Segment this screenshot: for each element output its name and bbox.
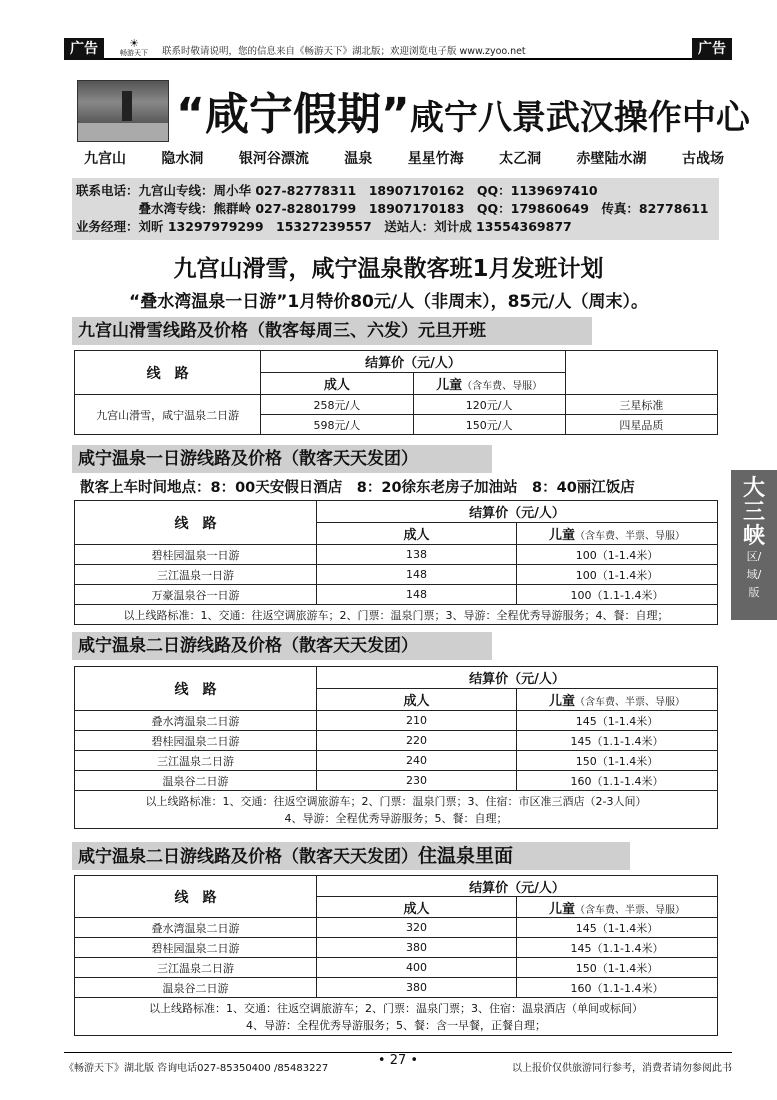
child-price: 150（1-1.4米） [517,958,718,978]
child-label: 儿童 [436,378,463,393]
adult-price: 210 [317,711,517,731]
table-row [75,731,718,751]
route-cell: 三江温泉二日游 [75,751,317,771]
adult-price: 598元/人 [261,415,413,435]
child-price: 160（1.1-1.4米） [517,771,718,791]
col-adult-header: 成人 [317,897,517,918]
table-row [75,918,718,938]
col-child-header [517,523,718,545]
col-price-header: 结算价（元/人） [317,876,718,897]
route-standards-note: 以上线路标准：1、交通：往返空调旅游车；2、门票：温泉门票；3、导游：全程优秀导游服务；4、餐：自理； [75,605,718,625]
child-price: 150（1-1.4米） [517,751,718,771]
side-tab-subtitle: 区/ 域/ 版 [746,550,762,599]
adult-price: 220 [317,731,517,751]
table-row [75,771,718,791]
banner-quote-title: “咸宁假期” [176,89,410,140]
hotel-level: 三星标准 [565,395,717,415]
note-line: 4、导游：全程优秀导游服务；5、餐：含一早餐，正餐自理； [246,1018,546,1032]
table-row [75,395,718,415]
child-note: （含车费、半票、导服） [575,904,685,916]
route-cell: 温泉谷二日游 [75,771,317,791]
spot-item: 古战场 [681,151,724,167]
contact-line: 业务经理：刘昕 13297979299 15327239557 送站人：刘计成 13554369877 [76,219,572,234]
child-label: 儿童 [548,528,575,543]
route-cell: 叠水湾温泉二日游 [75,918,317,938]
ad-tag-right: 广告 [692,38,732,60]
child-price: 145（1.1-1.4米） [517,938,718,958]
sun-icon: ☀ [129,37,139,50]
route-cell: 九宫山滑雪，咸宁温泉二日游 [75,395,261,435]
region-side-tab [731,470,777,620]
col-adult-header: 成人 [317,523,517,545]
section-header-two-day: 咸宁温泉二日游线路及价格（散客天天发团） [72,632,492,660]
section-highlight: 住温泉里面 [418,845,514,867]
adult-price: 320 [317,918,517,938]
adult-price: 380 [317,978,517,998]
contact-line: 叠水湾专线：熊群岭 027-82801799 18907170183 QQ：179860649 传真：82778611 [76,201,709,216]
note-line: 以上线路标准：1、交通：往返空调旅游车；2、门票：温泉门票；3、住宿：温泉酒店（单间或标间） [149,1001,643,1015]
table-row [75,978,718,998]
contact-box [72,178,719,240]
adult-price: 240 [317,751,517,771]
child-price: 145（1-1.4米） [517,711,718,731]
spot-item: 太乙洞 [499,151,542,167]
footer-left: 《畅游天下》湖北版 咨询电话027-85350400 /85483227 [64,1063,329,1074]
child-price: 100（1-1.4米） [517,565,718,585]
table-row [75,958,718,978]
route-cell: 三江温泉二日游 [75,958,317,978]
col-route-header: 线 路 [75,667,317,711]
route-cell: 万豪温泉谷一日游 [75,585,317,605]
section-header-ski: 九宫山滑雪线路及价格（散客每周三、六发）元旦开班 [72,317,592,345]
section-header-one-day: 咸宁温泉一日游线路及价格（散客天天发团） [72,445,492,473]
child-price: 150元/人 [413,415,565,435]
headline-sub: “叠水湾温泉一日游”1月特价80元/人（非周末），85元/人（周末）。 [129,292,648,312]
contact-line: 联系电话：九宫山专线：周小华 027-82778311 18907170162 QQ：1139697410 [76,183,598,198]
child-label: 儿童 [548,694,575,709]
child-price: 145（1-1.4米） [517,918,718,938]
col-price-header: 结算价（元/人） [261,351,565,373]
route-cell: 三江温泉一日游 [75,565,317,585]
table-row [75,585,718,605]
one-day-price-table [74,500,718,625]
two-day-price-table [74,666,718,829]
route-cell: 温泉谷二日游 [75,978,317,998]
col-route-header: 线 路 [75,501,317,545]
table-row [75,565,718,585]
ad-tag-left: 广告 [64,38,104,60]
footer-right: 以上报价仅供旅游同行参考，消费者请勿参阅此书 [512,1063,732,1074]
page-footer [64,1052,732,1074]
col-adult-header: 成人 [261,373,413,395]
route-cell: 碧桂园温泉二日游 [75,938,317,958]
top-bar [64,38,732,60]
section-title: 咸宁温泉二日游线路及价格（散客天天发团） [78,847,418,867]
col-route-header: 线 路 [75,876,317,918]
child-price: 120元/人 [413,395,565,415]
spot-item: 隐水洞 [161,151,204,167]
table-row [75,751,718,771]
route-cell: 叠水湾温泉二日游 [75,711,317,731]
note-line: 以上线路标准：1、交通：往返空调旅游车；2、门票：温泉门票；3、住宿：市区准三酒店（2-3人间） [145,794,647,808]
publication-logo [116,38,152,58]
child-note: （含车费、半票、导服） [575,531,685,542]
two-day-onsite-price-table [74,875,718,1036]
col-child-header [413,373,565,395]
col-route-header: 线 路 [75,351,261,395]
route-cell: 碧桂园温泉二日游 [75,731,317,751]
adult-price: 400 [317,958,517,978]
note-line: 4、导游：全程优秀导游服务；5、餐：自理； [284,811,508,825]
child-price: 100（1-1.4米） [517,545,718,565]
scenery-photo [77,80,169,142]
child-price: 100（1.1-1.4米） [517,585,718,605]
child-label: 儿童 [548,901,575,917]
photo-pagoda [122,91,132,121]
scenic-spots-list [84,148,724,168]
ski-price-table [74,350,718,435]
side-tab-title: 大 三 峡 [742,475,765,549]
child-note: （含车费、导服） [462,381,543,392]
adult-price: 138 [317,545,517,565]
hotel-level: 四星品质 [565,415,717,435]
col-adult-header: 成人 [317,689,517,711]
page-number: • 27 • [377,1053,419,1068]
route-standards-note [75,998,718,1036]
table-row [75,711,718,731]
photo-water [78,123,168,142]
col-price-header: 结算价（元/人） [317,667,718,689]
banner-main-title: 咸宁八景武汉操作中心 [409,98,750,138]
spot-item: 温泉 [344,151,373,167]
col-price-header: 结算价（元/人） [317,501,718,523]
child-price: 145（1.1-1.4米） [517,731,718,751]
section-header-two-day-onsite [72,842,630,870]
route-cell: 碧桂园温泉一日游 [75,545,317,565]
spot-item: 赤壁陆水湖 [576,151,647,167]
adult-price: 258元/人 [261,395,413,415]
route-standards-note [75,791,718,829]
col-child-header [517,897,718,918]
header-notice: 联系时敬请说明，您的信息来自《畅游天下》湖北版；欢迎浏览电子版 www.zyoo.net [162,46,526,57]
adult-price: 148 [317,585,517,605]
col-child-header [517,689,718,711]
banner-title [176,78,750,142]
spot-item: 星星竹海 [407,151,464,167]
spot-item: 银河谷漂流 [238,151,309,167]
table-row [75,545,718,565]
col-level-header [565,351,717,395]
adult-price: 380 [317,938,517,958]
pickup-info: 散客上车时间地点：8：00天安假日酒店 8：20徐东老房子加油站 8：40丽江饭店 [80,480,635,496]
adult-price: 230 [317,771,517,791]
table-row [75,938,718,958]
child-price: 160（1.1-1.4米） [517,978,718,998]
adult-price: 148 [317,565,517,585]
child-note: （含车费、半票、导服） [575,697,685,708]
spot-item: 九宫山 [84,151,126,167]
headline-main: 九宫山滑雪，咸宁温泉散客班1月发班计划 [173,256,604,282]
logo-text: 畅游天下 [120,49,148,57]
